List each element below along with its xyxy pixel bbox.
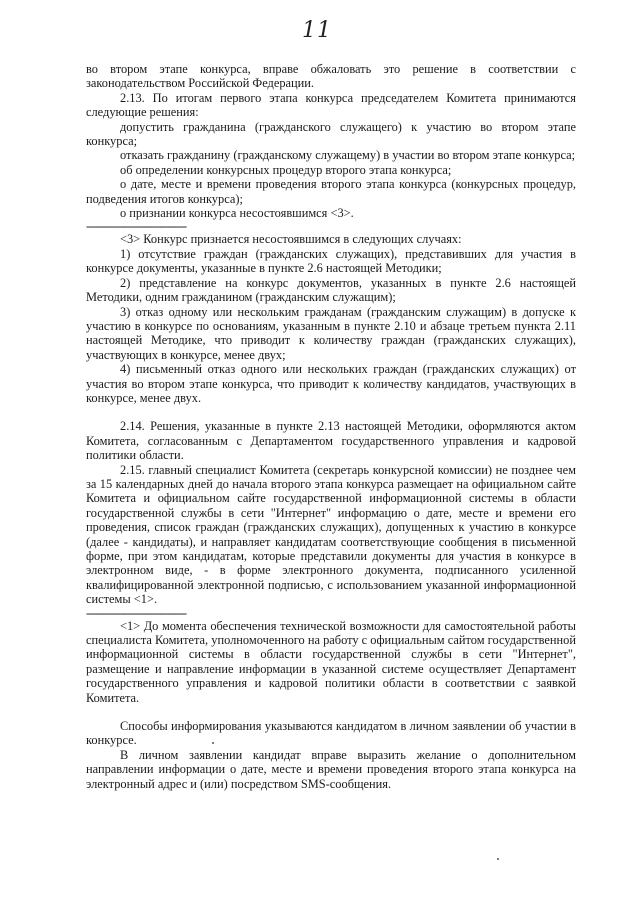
footnote-item: 3) отказ одному или нескольким гражданам (гражданским служащим) в допуске к участию в конкурсе по основаниям, указанным в пункте 2.10 и абзаце третьем пункта 2.11 настоящей Методике, что приводит к количеству граждан (гражданских служащих), участвующих в конкурсе, менее двух; <box>86 304 576 362</box>
paragraph: Способы информирования указываются кандидатом в личном заявлении об участии в конкурсе. <box>86 719 576 748</box>
footnote: <1> До момента обеспечения технической возможности для самостоятельной работы специалиста Комитета, уполномоченного на работу с официальным сайтом государственной информационной системы в области государственной службы в сети "Интернет", размещение и направление информации в указанной системе осуществляет Департамент государственного управления и кадровой политики области в соответствии с заявкой Комитета. <box>86 618 576 705</box>
footnote-separator: -------------------------------- <box>86 605 187 620</box>
paragraph: во втором этапе конкурса, вправе обжаловать это решение в соответствии с законодательством Российской Федерации. <box>86 62 576 91</box>
document-body <box>86 62 576 791</box>
paragraph: В личном заявлении кандидат вправе выразить желание о дополнительном направлении информации о дате, месте и времени проведения второго этапа конкурса на электронный адрес и (или) посредством SMS-сообщения. <box>86 747 576 791</box>
paragraph: 2.15. главный специалист Комитета (секретарь конкурсной комиссии) не позднее чем за 15 календарных дней до начала второго этапа конкурса размещает на официальном сайте Комитета и официальном сайте государственной информационной системы в области государственной службы в сети "Интернет" информацию о дате, месте и времени его проведения, список граждан (гражданских служащих), допущенных к участию в конкурсе (далее - кандидаты), и направляет кандидатам соответствующие сообщения в письменной форме, при этом кандидатам, которые представили документы для участия в конкурсе в электронном виде, - в форме электронного документа, подписанного усиленной квалифицированной электронной подписью, с использованием указанной информационной системы <1>. <box>86 462 576 607</box>
paragraph: 2.14. Решения, указанные в пункте 2.13 настоящей Методики, оформляются актом Комитета, согласованным с Департаментом государственного управления и кадровой политики области. <box>86 419 576 463</box>
scan-speck <box>212 742 214 744</box>
footnote-item: 1) отсутствие граждан (гражданских служащих), представивших для участия в конкурсе документы, указанные в пункте 2.6 настоящей Методики; <box>86 246 576 276</box>
scan-speck <box>497 858 499 860</box>
footnote-item: 4) письменный отказ одного или нескольких граждан (гражданских служащих) от участия во втором этапе конкурса, что приводит к количеству кандидатов, участвующих в конкурсе, менее двух. <box>86 362 576 405</box>
footnote-item: 2) представление на конкурс документов, указанных в пункте 2.6 настоящей Методики, одним гражданином (гражданским служащим); <box>86 275 576 305</box>
footnote: <3> Конкурс признается несостоявшимся в следующих случаях: <box>120 232 462 247</box>
paragraph: 2.13. По итогам первого этапа конкурса председателем Комитета принимаются следующие решения: <box>86 90 576 120</box>
paragraph: об определении конкурсных процедур второго этапа конкурса; <box>120 162 452 177</box>
page-number: 11 <box>302 18 332 43</box>
paragraph: о дате, месте и времени проведения второго этапа конкурса (конкурсных процедур, подведения итогов конкурса); <box>86 177 576 206</box>
paragraph: допустить гражданина (гражданского служащего) к участию во втором этапе конкурса; <box>86 119 576 149</box>
paragraph: о признании конкурса несостоявшимся <3>. <box>120 206 354 221</box>
paragraph: отказать гражданину (гражданскому служащему) в участии во втором этапе конкурса; <box>120 148 576 163</box>
footnote-separator: -------------------------------- <box>86 219 187 234</box>
